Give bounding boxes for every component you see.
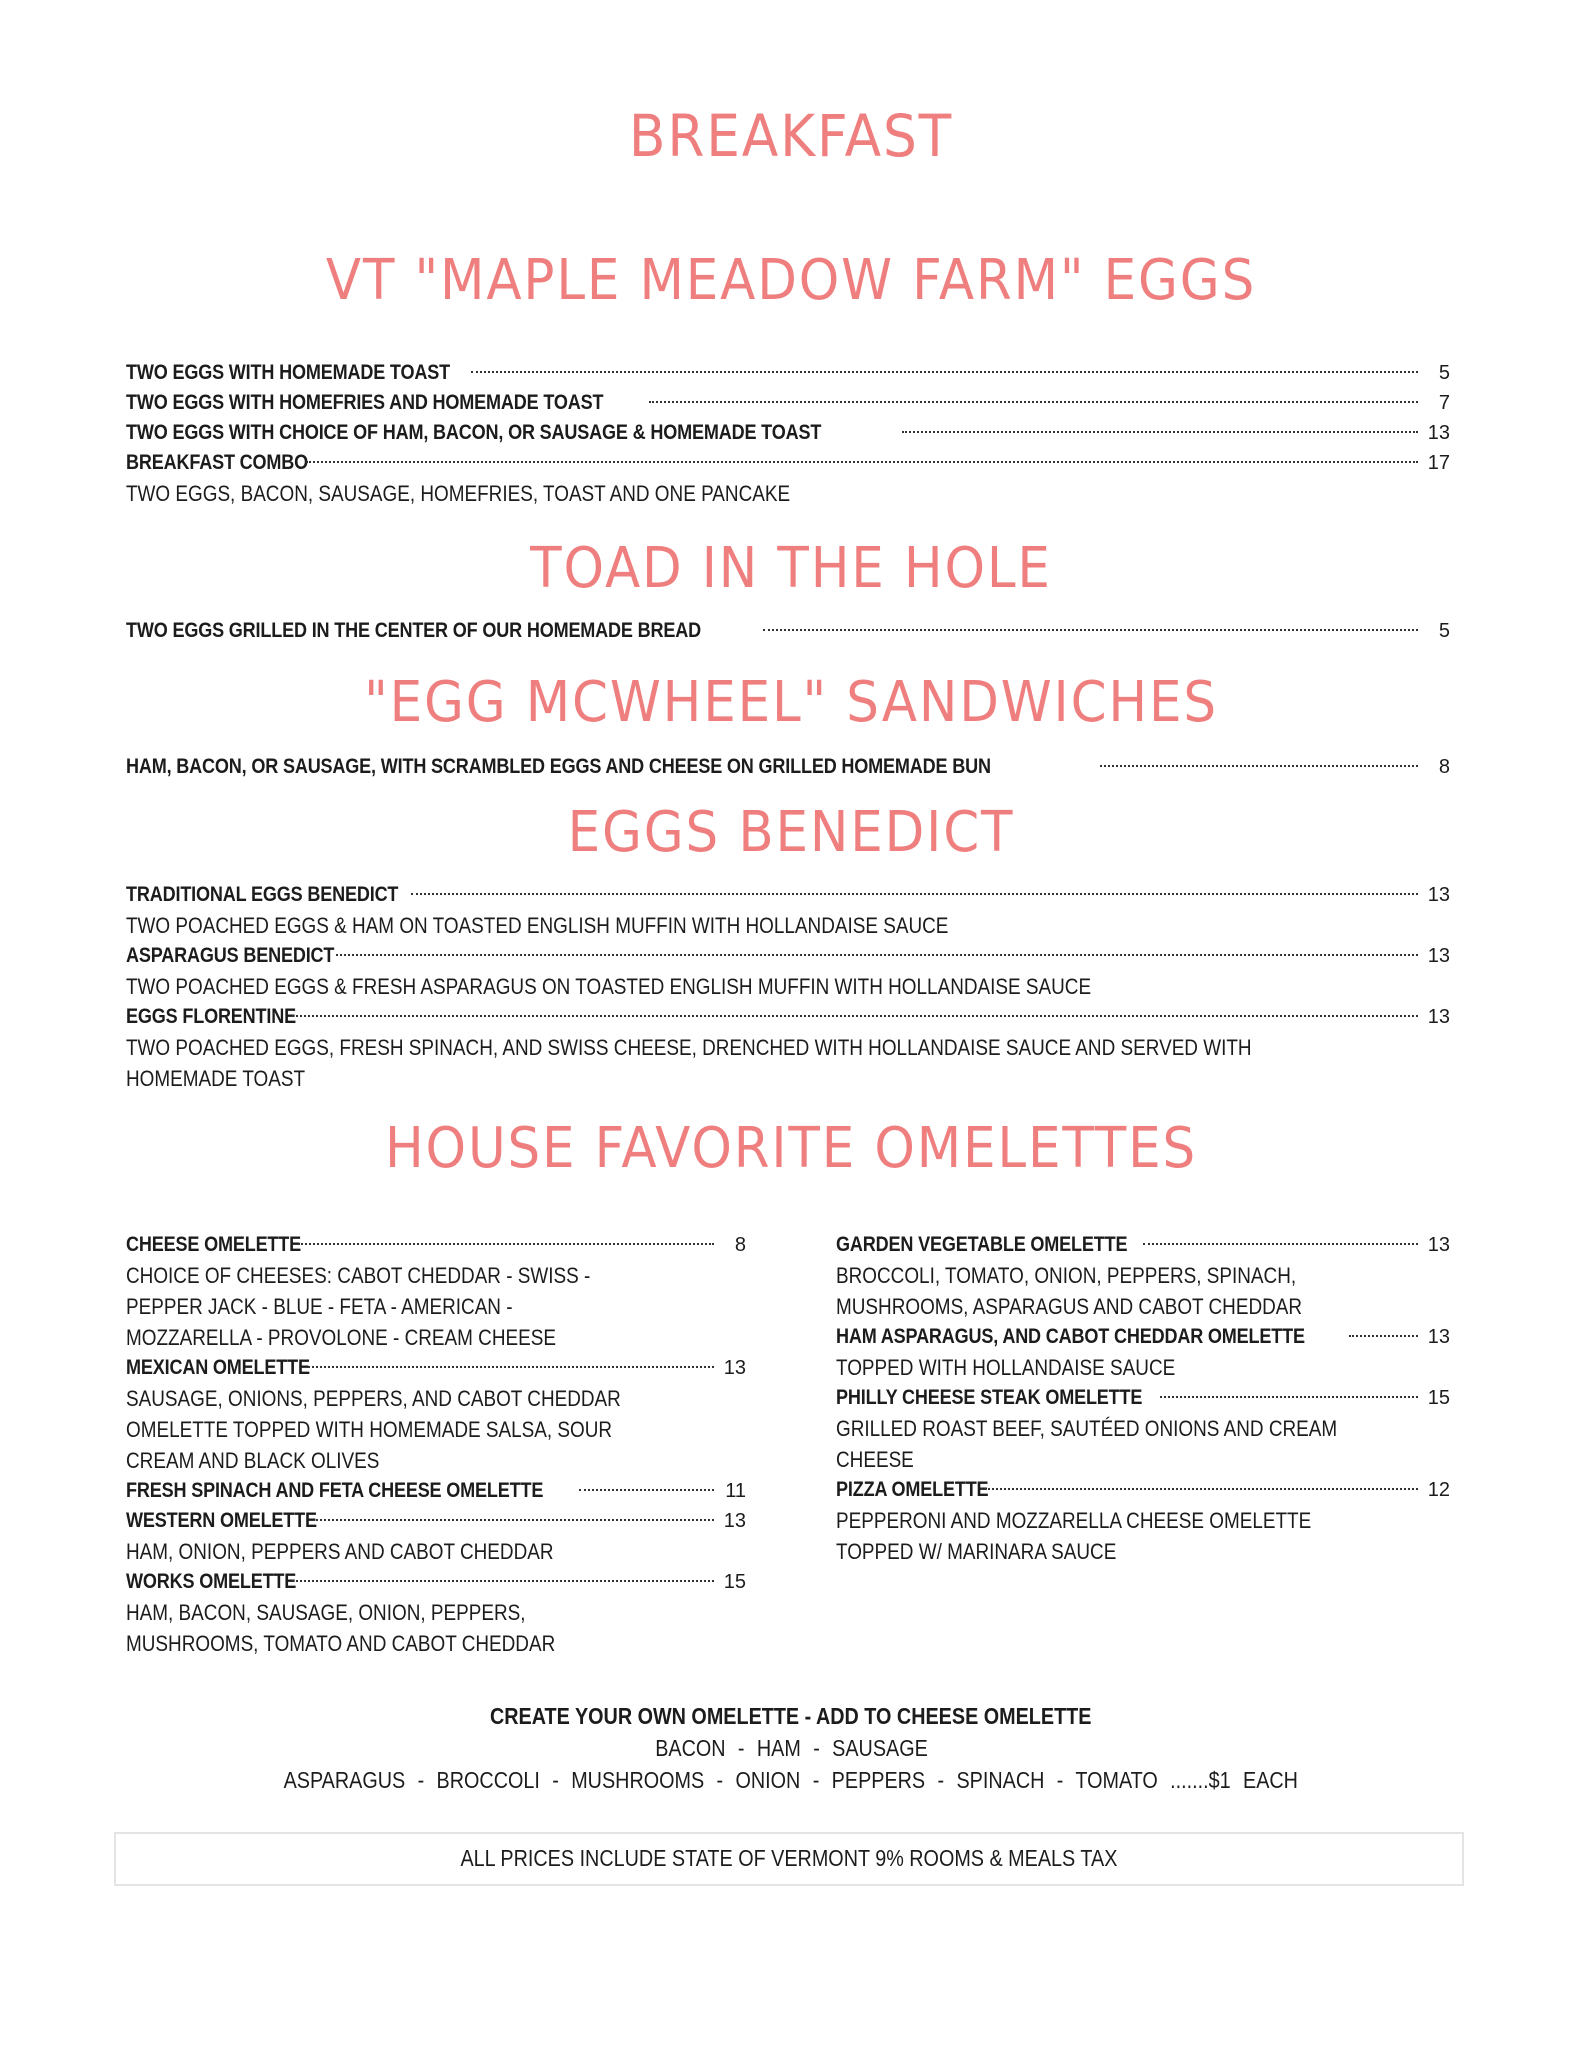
item-description: TWO EGGS, BACON, SAUSAGE, HOMEFRIES, TOAST AND ONE PANCAKE bbox=[126, 481, 791, 506]
item-price: 5 bbox=[1438, 362, 1450, 384]
section-mcwheel bbox=[126, 752, 1450, 782]
item-name: CHEESE OMELETTE bbox=[126, 1233, 302, 1256]
item-description: CHOICE OF CHEESES: CABOT CHEDDAR - SWISS - bbox=[126, 1263, 591, 1288]
leader-dots bbox=[306, 461, 1418, 463]
item-name: TWO EGGS GRILLED IN THE CENTER OF OUR HOMEMADE BREAD bbox=[126, 619, 702, 642]
item-price: 13 bbox=[723, 1357, 746, 1379]
section-heading-toad: TOAD IN THE HOLE bbox=[530, 536, 1052, 601]
omelettes-left-column bbox=[126, 1230, 746, 1659]
leader-dots bbox=[292, 1580, 714, 1582]
leader-dots bbox=[902, 431, 1417, 433]
section-heading-omelettes: HOUSE FAVORITE OMELETTES bbox=[384, 1116, 1198, 1181]
item-description: CREAM AND BLACK OLIVES bbox=[126, 1448, 380, 1473]
item-name: WORKS OMELETTE bbox=[126, 1570, 297, 1593]
menu-item bbox=[126, 1353, 746, 1383]
item-price: 13 bbox=[1427, 1234, 1450, 1256]
item-description: HAM, BACON, SAUSAGE, ONION, PEPPERS, bbox=[126, 1600, 526, 1625]
item-description: PEPPERONI AND MOZZARELLA CHEESE OMELETTE bbox=[836, 1508, 1312, 1533]
menu-item bbox=[126, 418, 1450, 448]
item-description: CHEESE bbox=[836, 1447, 914, 1472]
item-price: 13 bbox=[1427, 884, 1450, 906]
item-description: OMELETTE TOPPED WITH HOMEMADE SALSA, SOUR bbox=[126, 1417, 613, 1442]
menu-item bbox=[126, 941, 1450, 971]
item-name: TWO EGGS WITH HOMEFRIES AND HOMEMADE TOAST bbox=[126, 391, 604, 414]
item-description: GRILLED ROAST BEEF, SAUTÉED ONIONS AND CREAM bbox=[836, 1416, 1338, 1441]
item-description: HOMEMADE TOAST bbox=[126, 1066, 306, 1091]
create-meats: BACON - HAM - SAUSAGE bbox=[654, 1735, 928, 1761]
leader-dots bbox=[981, 1488, 1418, 1490]
item-price: 15 bbox=[1427, 1387, 1450, 1409]
item-price: 11 bbox=[725, 1480, 746, 1502]
menu-item bbox=[126, 752, 1450, 782]
leader-dots bbox=[579, 1489, 714, 1491]
leader-dots bbox=[411, 893, 1418, 895]
item-name: EGGS FLORENTINE bbox=[126, 1005, 297, 1028]
menu-item bbox=[126, 1230, 746, 1260]
item-description: MUSHROOMS, TOMATO AND CABOT CHEDDAR bbox=[126, 1631, 556, 1656]
menu-item bbox=[126, 1567, 746, 1597]
menu-item bbox=[836, 1475, 1450, 1505]
item-price: 8 bbox=[734, 1234, 746, 1256]
menu-item bbox=[126, 358, 1450, 388]
tax-note-box bbox=[114, 1832, 1464, 1886]
item-price: 13 bbox=[1427, 1326, 1450, 1348]
section-toad bbox=[126, 616, 1450, 646]
leader-dots bbox=[292, 1015, 1418, 1017]
item-name: TWO EGGS WITH CHOICE OF HAM, BACON, OR SAUSAGE & HOMEMADE TOAST bbox=[126, 421, 822, 444]
item-name: TRADITIONAL EGGS BENEDICT bbox=[126, 883, 399, 906]
leader-dots bbox=[1100, 765, 1418, 767]
omelettes-right-column bbox=[836, 1230, 1450, 1567]
item-name: ASPARAGUS BENEDICT bbox=[126, 944, 335, 967]
item-price: 12 bbox=[1427, 1479, 1450, 1501]
item-description: TOPPED WITH HOLLANDAISE SAUCE bbox=[836, 1355, 1176, 1380]
item-name: BREAKFAST COMBO bbox=[126, 451, 309, 474]
item-price: 7 bbox=[1438, 392, 1450, 414]
item-description: TWO POACHED EGGS, FRESH SPINACH, AND SWISS CHEESE, DRENCHED WITH HOLLANDAISE SAUCE AND SERVED WITH bbox=[126, 1035, 1252, 1060]
item-description: MOZZARELLA - PROVOLONE - CREAM CHEESE bbox=[126, 1325, 556, 1350]
menu-item bbox=[126, 1002, 1450, 1032]
leader-dots bbox=[763, 629, 1418, 631]
item-name: HAM, BACON, OR SAUSAGE, WITH SCRAMBLED EGGS AND CHEESE ON GRILLED HOMEMADE BUN bbox=[126, 755, 991, 778]
item-price: 15 bbox=[723, 1571, 746, 1593]
item-name: GARDEN VEGETABLE OMELETTE bbox=[836, 1233, 1128, 1256]
item-description: TOPPED W/ MARINARA SAUCE bbox=[836, 1539, 1117, 1564]
section-heading-eggs: VT "MAPLE MEADOW FARM" EGGS bbox=[325, 248, 1257, 313]
section-benedict bbox=[126, 880, 1450, 1094]
leader-dots bbox=[649, 401, 1418, 403]
item-description: HAM, ONION, PEPPERS AND CABOT CHEDDAR bbox=[126, 1539, 554, 1564]
item-price: 5 bbox=[1438, 620, 1450, 642]
leader-dots bbox=[1160, 1396, 1418, 1398]
menu-item bbox=[126, 880, 1450, 910]
menu-item bbox=[836, 1322, 1450, 1352]
item-name: WESTERN OMELETTE bbox=[126, 1509, 317, 1532]
item-description: TWO POACHED EGGS & FRESH ASPARAGUS ON TOASTED ENGLISH MUFFIN WITH HOLLANDAISE SAUCE bbox=[126, 974, 1092, 999]
menu-item bbox=[126, 616, 1450, 646]
item-description: PEPPER JACK - BLUE - FETA - AMERICAN - bbox=[126, 1294, 513, 1319]
leader-dots bbox=[1349, 1335, 1418, 1337]
page-title: BREAKFAST bbox=[628, 102, 954, 170]
create-title: CREATE YOUR OWN OMELETTE - ADD TO CHEESE OMELETTE bbox=[490, 1703, 1092, 1729]
item-price: 13 bbox=[1427, 945, 1450, 967]
item-name: PIZZA OMELETTE bbox=[836, 1478, 989, 1501]
menu-item bbox=[836, 1230, 1450, 1260]
menu-item bbox=[126, 388, 1450, 418]
create-veggies: ASPARAGUS - BROCCOLI - MUSHROOMS - ONION - PEPPERS - SPINACH - TOMATO .......$1 EACH bbox=[283, 1767, 1299, 1793]
item-price: 13 bbox=[1427, 1006, 1450, 1028]
leader-dots bbox=[308, 1366, 714, 1368]
leader-dots bbox=[316, 1519, 714, 1521]
section-eggs bbox=[126, 358, 1450, 509]
section-heading-benedict: EGGS BENEDICT bbox=[567, 800, 1015, 865]
leader-dots bbox=[1143, 1243, 1418, 1245]
leader-dots bbox=[336, 954, 1418, 956]
item-name: FRESH SPINACH AND FETA CHEESE OMELETTE bbox=[126, 1479, 544, 1502]
item-name: PHILLY CHEESE STEAK OMELETTE bbox=[836, 1386, 1143, 1409]
section-heading-mcwheel: "EGG MCWHEEL" SANDWICHES bbox=[364, 670, 1218, 735]
item-name: HAM ASPARAGUS, AND CABOT CHEDDAR OMELETTE bbox=[836, 1325, 1305, 1348]
item-description: SAUSAGE, ONIONS, PEPPERS, AND CABOT CHEDDAR bbox=[126, 1386, 621, 1411]
menu-item bbox=[126, 1476, 746, 1506]
leader-dots bbox=[471, 371, 1418, 373]
item-description: TWO POACHED EGGS & HAM ON TOASTED ENGLISH MUFFIN WITH HOLLANDAISE SAUCE bbox=[126, 913, 949, 938]
item-description: BROCCOLI, TOMATO, ONION, PEPPERS, SPINACH, bbox=[836, 1263, 1297, 1288]
item-name: TWO EGGS WITH HOMEMADE TOAST bbox=[126, 361, 450, 384]
menu-item bbox=[126, 448, 1450, 478]
item-name: MEXICAN OMELETTE bbox=[126, 1356, 310, 1379]
item-price: 17 bbox=[1427, 452, 1450, 474]
item-price: 8 bbox=[1438, 756, 1450, 778]
item-price: 13 bbox=[723, 1510, 746, 1532]
menu-item bbox=[836, 1383, 1450, 1413]
menu-item bbox=[126, 1506, 746, 1536]
item-price: 13 bbox=[1427, 422, 1450, 444]
tax-note: ALL PRICES INCLUDE STATE OF VERMONT 9% ROOMS & MEALS TAX bbox=[460, 1845, 1118, 1871]
create-your-own bbox=[0, 1700, 1582, 1796]
item-description: MUSHROOMS, ASPARAGUS AND CABOT CHEDDAR bbox=[836, 1294, 1303, 1319]
leader-dots bbox=[298, 1243, 714, 1245]
